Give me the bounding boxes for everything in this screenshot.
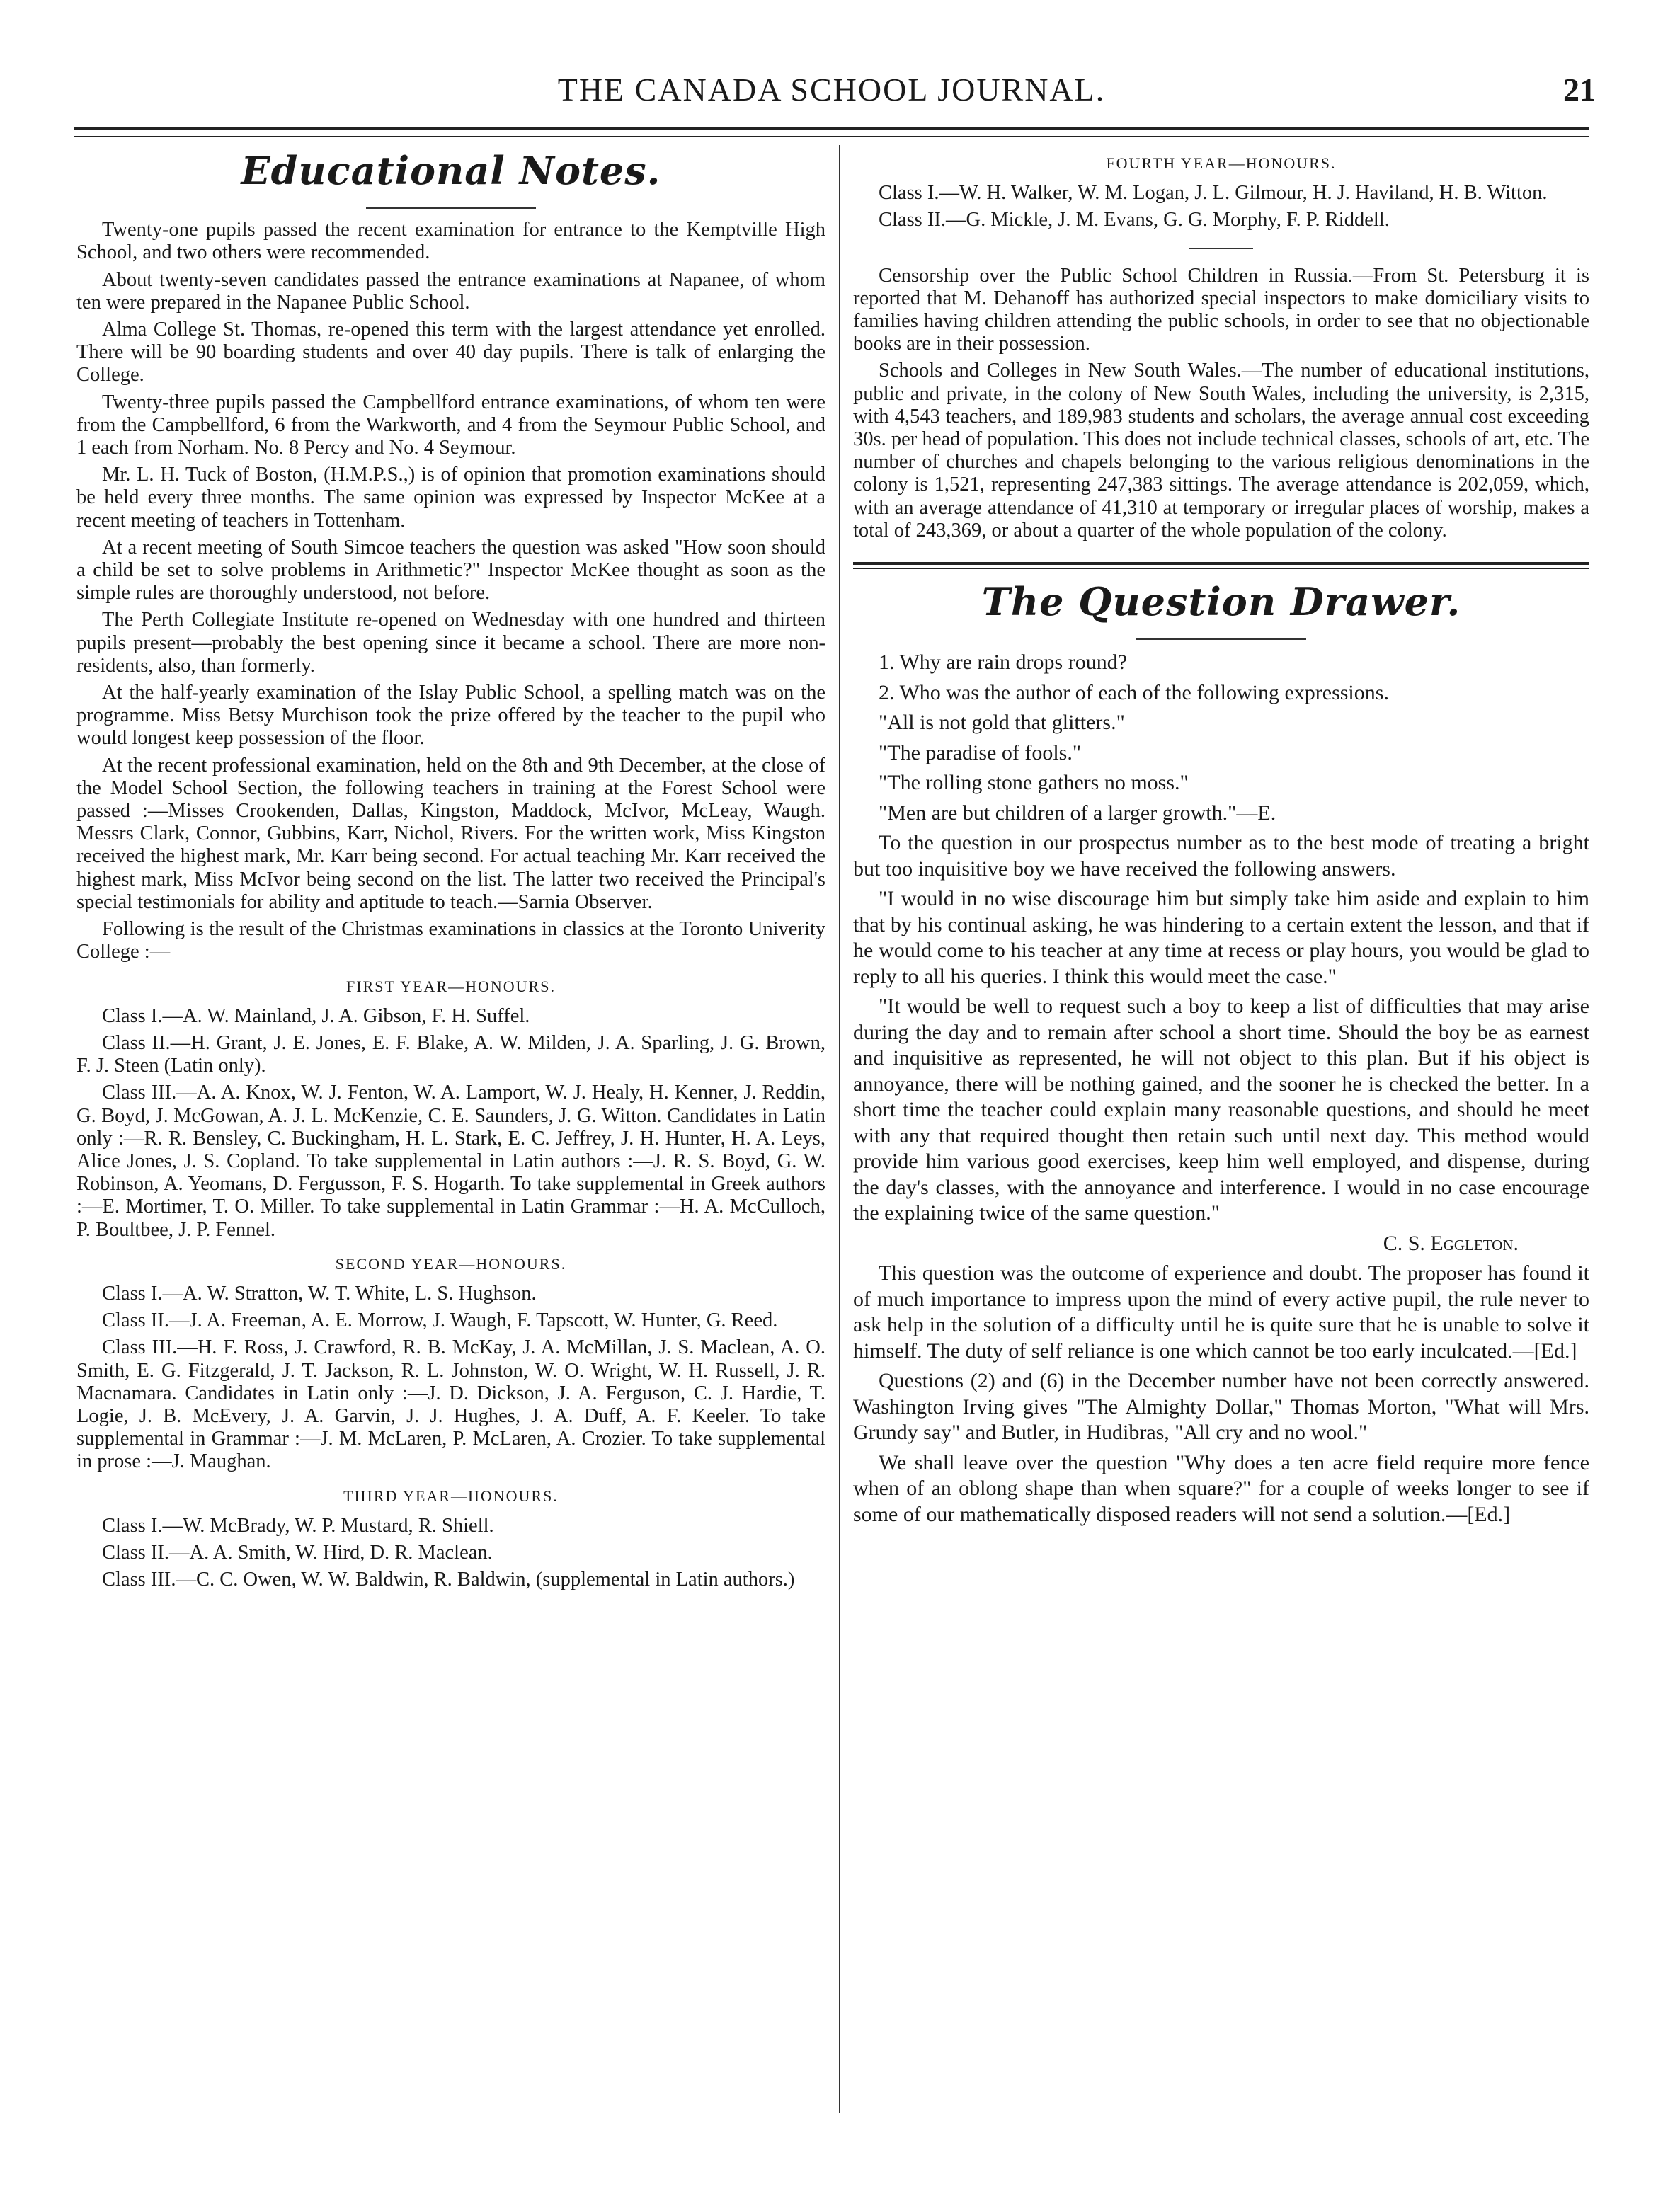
second-year-heading: SECOND YEAR—HONOURS. bbox=[335, 1254, 567, 1273]
censorship-paragraph: Censorship over the Public School Children in Russia.—From St. Petersburg it is reported that M. Dehanoff has authorized special inspectors to make domiciliary visits to families having children attending the public schools, in order to see that no objectionable books are in their possession. bbox=[853, 264, 1589, 355]
class-list: Class II.—A. A. Smith, W. Hird, D. R. Maclean. bbox=[102, 1541, 493, 1564]
answer-paragraph: "I would in no wise discourage him but simply take him aside and explain to him that by his continual asking, he was hindering to a certain extent the lesson, and that if he would come to his teacher at any time at recess or play hours, you would be glad to reply to all his queries. I think this would meet the case." bbox=[853, 887, 1589, 988]
title-rule bbox=[366, 207, 536, 209]
nsw-paragraph: Schools and Colleges in New South Wales.—The number of educational institutions, public and private, in the colony of New South Wales, including the university, is 2,315, with 4,543 teachers, and 189,983 students and scholars, the average annual cost exceeding 30s. per head of population. This does not include technical classes, schools of art, etc. The number of churches and chapels belonging to the various religious denominations in the colony is 1,521, representing 247,383 sittings. The average attendance is 202,059, which, with an average attendance of 41,310 at temporary or irregular places of worship, makes a total of 243,369, or about a quarter of the whole population of the colony. bbox=[853, 360, 1589, 541]
educational-notes-title: Educational Notes. bbox=[241, 148, 661, 193]
fourth-year-heading: FOURTH YEAR—HONOURS. bbox=[1106, 154, 1337, 172]
note-paragraph: Mr. L. H. Tuck of Boston, (H.M.P.S.,) is of opinion that promotion examinations should be held every three months. The same opinion was expressed by Inspector McKee at a recent meeting of teachers in Tottenham. bbox=[76, 464, 825, 532]
note-paragraph: About twenty-seven candidates passed the entrance examinations at Napanee, of whom ten were prepared in the Napanee Public School. bbox=[76, 268, 825, 314]
question-line: 1. Why are rain drops round? bbox=[879, 651, 1128, 675]
note-paragraph: At the recent professional examination, held on the 8th and 9th December, at the close of the Model School Section, the following teachers in training at the Forest School were passed :—Misses Crookenden, Dallas, Kingston, Maddock, McIvor, McLeay, Waugh. Messrs Clark, Connor, Gubbins, Karr, Nichol, Rivers. For the written work, Miss Kingston received the highest mark, Mr. Karr being second. For actual teaching Mr. Karr received the highest mark, Miss McIvor being second on the list. The latter two received the Principal's special testimonials for ability and aptitude to teach.—Sarnia Observer. bbox=[76, 754, 825, 913]
note-paragraph: At a recent meeting of South Simcoe teachers the question was asked "How soon should a child be set to solve problems in Arithmetic?" Inspector McKee thought as soon as the simple rules are thoroughly understood, not before. bbox=[76, 536, 825, 604]
running-head bbox=[0, 71, 1663, 113]
class-list: Class I.—A. W. Mainland, J. A. Gibson, F. H. Suffel. bbox=[102, 1004, 530, 1027]
class-list: Class III.—C. C. Owen, W. W. Baldwin, R. Baldwin, (supplemental in Latin authors.) bbox=[102, 1569, 795, 1591]
editorial-paragraph: We shall leave over the question "Why does a ten acre field require more fence when of an oblong shape than when square?" for a couple of weeks longer to see if some of our mathematically disposed readers will not send a solution.—[Ed.] bbox=[853, 1450, 1589, 1526]
question-line: "Men are but children of a larger growth."—E. bbox=[879, 801, 1276, 825]
question-drawer-title: The Question Drawer. bbox=[981, 579, 1461, 625]
section-rule-thin bbox=[853, 568, 1589, 569]
class-list: Class III.—H. F. Ross, J. Crawford, R. B. McKay, J. A. McMillan, J. S. Maclean, A. O. Smith, E. G. Fitzgerald, J. T. Jackson, R. L. Johnston, W. O. Wright, W. H. Russell, J. R. Macnamara. Candidates in Latin only :—J. D. Dickson, J. A. Ferguson, C. J. Hardie, T. Logie, J. B. McEvery, J. A. Garvin, J. J. Hughes, J. A. Duff, A. F. Keeler. To take supplemental in Grammar :—J. M. McLaren, P. McLaren, A. Crozier. To take supplemental in prose :—J. Maughan. bbox=[76, 1336, 825, 1473]
answer-paragraph: "It would be well to request such a boy to keep a list of difficulties that may arise during the day and to remain after school a short time. Should the boy be as earnest and inquisitive as represented, he will not object to this plan. But if his object is annoyance, there will be nothing gained, and the sooner he is checked the better. In a short time the teacher could explain many reasonable questions, and should he meet with any that required thought then retain such until next day. This method would provide him various good exercises, keep him well employed, and dispense, during the day's classes, with the annoyance and interference. I would in no case encourage the explaining twice of the same question." bbox=[853, 995, 1589, 1225]
class-list: Class I.—W. McBrady, W. P. Mustard, R. Shiell. bbox=[102, 1514, 494, 1537]
signature: C. S. Eggleton. bbox=[1383, 1231, 1519, 1255]
note-paragraph: Following is the result of the Christmas examinations in classics at the Toronto Univerity College :— bbox=[76, 918, 825, 963]
header-rule-thin bbox=[74, 136, 1589, 137]
question-line: "The paradise of fools." bbox=[879, 740, 1082, 764]
question-line: 2. Who was the author of each of the following expressions. bbox=[879, 680, 1389, 704]
title-rule bbox=[1136, 638, 1306, 640]
class-list: Class I.—A. W. Stratton, W. T. White, L. S. Hughson. bbox=[102, 1282, 537, 1305]
section-rule bbox=[1189, 248, 1253, 249]
section-rule-thick bbox=[853, 562, 1589, 565]
class-list: Class II.—J. A. Freeman, A. E. Morrow, J. Waugh, F. Tapscott, W. Hunter, G. Reed. bbox=[102, 1310, 778, 1332]
note-paragraph: The Perth Collegiate Institute re-opened on Wednesday with one hundred and thirteen pupils present—probably the best opening since it became a school. There are more non-residents, also, than formerly. bbox=[76, 609, 825, 677]
class-list: Class III.—A. A. Knox, W. J. Fenton, W. A. Lamport, W. J. Healy, H. Kenner, J. Reddin, G. Boyd, J. McGowan, A. J. L. McKenzie, C. E. Saunders, J. G. Witton. Candidates in Latin only :—R. R. Bensley, C. Buckingham, H. L. Stark, E. C. Jeffrey, J. H. Hunter, H. A. Leys, Alice Jones, J. S. Copland. To take supplemental in Latin authors :—J. R. S. Boyd, G. W. Robinson, A. Yeomans, D. Fergusson, F. S. Hogarth. To take supplemental in Greek authors :—E. Mortimer, T. O. Miller. To take supplemental in Latin Grammar :—H. A. McCulloch, P. Boultbee, J. P. Fennel. bbox=[76, 1082, 825, 1241]
editorial-paragraph: Questions (2) and (6) in the December number have not been correctly answered. Washington Irving gives "The Almighty Dollar," Thomas Morton, "What will Mrs. Grundy say" and Butler, in Hudibras, "All cry and no wool." bbox=[853, 1369, 1589, 1445]
note-paragraph: Alma College St. Thomas, re-opened this term with the largest attendance yet enrolled. There will be 90 boarding students and over 40 day pupils. There is talk of enlarging the College. bbox=[76, 319, 825, 386]
right-column bbox=[853, 152, 1589, 1532]
class-list: Class II.—H. Grant, J. E. Jones, E. F. Blake, A. W. Milden, J. A. Sparling, J. G. Brown, F. J. Steen (Latin only). bbox=[76, 1031, 825, 1077]
running-title: THE CANADA SCHOOL JOURNAL. bbox=[557, 71, 1106, 108]
header-rule bbox=[74, 127, 1589, 130]
left-column bbox=[76, 148, 825, 1595]
editorial-paragraph: This question was the outcome of experience and doubt. The proposer has found it of much importance to impress upon the mind of every active pupil, the rule never to ask help in the solution of a difficulty until he is quite sure that he is unable to solve it himself. The duty of self reliance is one which cannot be too early inculcated.—[Ed.] bbox=[853, 1261, 1589, 1363]
question-line: "The rolling stone gathers no moss." bbox=[879, 771, 1189, 795]
column-divider bbox=[839, 145, 840, 2113]
class-list: Class I.—W. H. Walker, W. M. Logan, J. L. Gilmour, H. J. Haviland, H. B. Witton. bbox=[879, 182, 1548, 205]
note-paragraph: Twenty-three pupils passed the Campbellford entrance examinations, of whom ten were from the Campbellford, 6 from the Warkworth, and 4 from the Seymour Public School, and 1 each from Norham. No. 8 Percy and No. 4 Seymour. bbox=[76, 391, 825, 459]
page-number: 21 bbox=[1563, 71, 1596, 108]
class-list: Class II.—G. Mickle, J. M. Evans, G. G. Morphy, F. P. Riddell. bbox=[879, 209, 1390, 231]
note-paragraph: At the half-yearly examination of the Islay Public School, a spelling match was on the programme. Miss Betsy Murchison took the prize offered by the teacher to the pupil who would longest keep possession of the floor. bbox=[76, 682, 825, 750]
answers-intro: To the question in our prospectus number as to the best mode of treating a bright but too inquisitive boy we have received the following answers. bbox=[853, 831, 1589, 881]
first-year-heading: FIRST YEAR—HONOURS. bbox=[346, 977, 556, 995]
note-paragraph: Twenty-one pupils passed the recent examination for entrance to the Kemptville High School, and two others were recommended. bbox=[76, 219, 825, 264]
question-line: "All is not gold that glitters." bbox=[879, 711, 1125, 735]
third-year-heading: THIRD YEAR—HONOURS. bbox=[343, 1486, 559, 1505]
